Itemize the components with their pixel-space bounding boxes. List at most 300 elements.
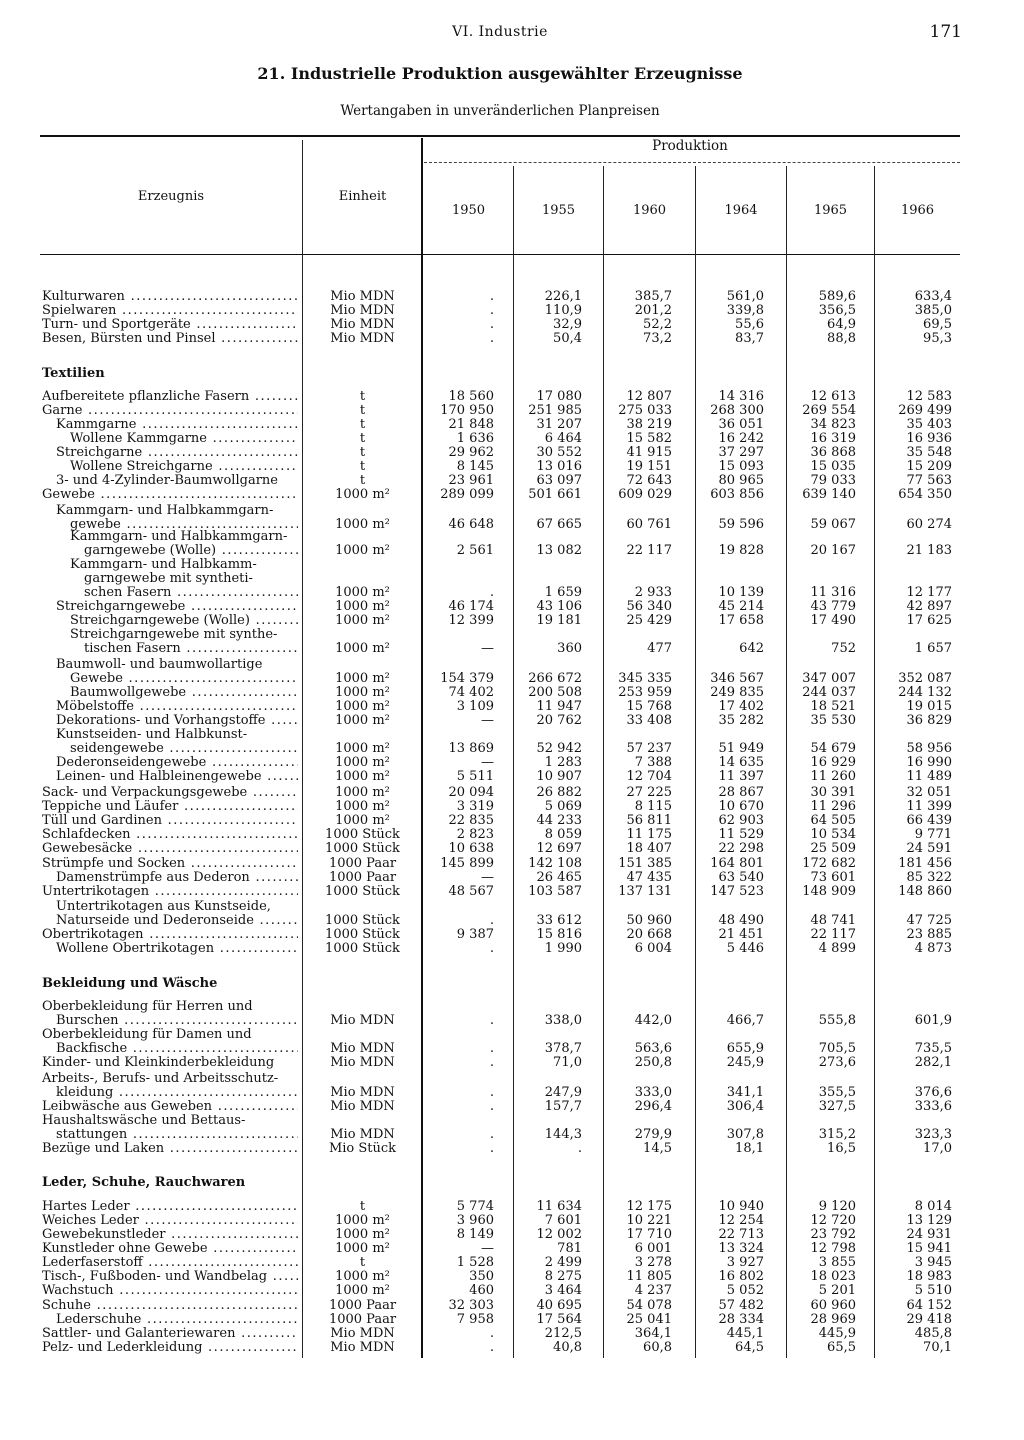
cell-1950: 1 528 [456,1255,494,1270]
row-unit: 1000 Stück [325,841,400,856]
cell-1965: 327,5 [818,1099,856,1114]
section-heading: Textilien [42,366,105,381]
cell-1950: 20 094 [448,785,494,800]
cell-1965: 4 899 [818,941,856,956]
cell-1955: 32,9 [553,317,582,332]
cell-1966: 85 322 [906,870,952,885]
row-label-text: Backfische [56,1042,128,1056]
cell-1960: 33 408 [626,713,672,728]
row-label [84,586,298,600]
cell-1964: 59 596 [718,517,764,532]
row-label [56,504,298,518]
cell-1964: 14 316 [718,389,764,404]
cell-1966: 323,3 [914,1127,952,1142]
cell-1965: 60 960 [810,1298,856,1313]
row-label [42,786,298,800]
cell-1950: 3 960 [456,1213,494,1228]
production-header: Produktion [652,138,728,154]
cell-1955: 2 499 [544,1255,582,1270]
cell-1950: 46 174 [448,599,494,614]
cell-1965: 10 534 [810,827,856,842]
row-unit: 1000 m² [335,699,390,714]
row-label [56,1086,298,1100]
row-label [56,914,298,928]
row-label-text: Streichgarngewebe mit synthe- [70,628,278,642]
cell-1964: 306,4 [726,1099,764,1114]
row-label [42,1056,298,1070]
cell-1965: 64,9 [827,317,856,332]
cell-1965: 54 679 [810,741,856,756]
row-unit: t [359,1199,366,1214]
row-label [42,1242,298,1256]
cell-1955: 67 665 [536,517,582,532]
cell-1965: 65,5 [827,1340,856,1355]
cell-1965: 11 316 [810,585,856,600]
cell-1950: 23 961 [448,473,494,488]
cell-1955: 266 672 [528,671,582,686]
cell-1966: 654 350 [898,487,952,502]
cell-1960: 12 175 [626,1199,672,1214]
row-label [56,446,298,460]
cell-1960: 201,2 [634,303,672,318]
cell-1960: 3 278 [634,1255,672,1270]
row-label [70,686,298,700]
row-label [42,1142,298,1156]
table-row [0,1270,1024,1284]
cell-1966: 376,6 [914,1085,952,1100]
row-label-text: Untertrikotagen [42,885,150,899]
cell-1965: 36 868 [810,445,856,460]
row-label-text: stattungen [56,1128,128,1142]
row-label-text: Pelz- und Lederkleidung [42,1341,203,1355]
row-label-text: Streichgarngewebe (Wolle) [70,614,250,628]
cell-1950: 154 379 [440,671,494,686]
row-unit: 1000 m² [335,543,390,558]
table-row [0,446,1024,460]
row-label-text: Schlafdecken [42,828,131,842]
table-subtitle: Wertangaben in unveränderlichen Planpreisen [340,103,660,119]
cell-1964: 249 835 [710,685,764,700]
row-label-text: Weiches Leder [42,1214,139,1228]
cell-1965: 30 391 [810,785,856,800]
row-unit: t [359,459,366,474]
cell-1955: 50,4 [553,331,582,346]
row-label [42,1299,298,1313]
cell-1966: 23 885 [906,927,952,942]
row-label-text: Arbeits-, Berufs- und Arbeitsschutz- [42,1072,279,1086]
cell-1950: . [489,1085,494,1100]
row-unit: 1000 Paar [328,1298,397,1313]
row-label [42,1256,298,1270]
row-unit: 1000 Stück [325,941,400,956]
column-header-year-1966: 1966 [900,203,935,218]
cell-1950: 46 648 [448,517,494,532]
cell-1965: 17 490 [810,613,856,628]
cell-1964: 147 523 [710,884,764,899]
row-unit: 1000 m² [335,641,390,656]
row-label [42,318,298,332]
table-row [0,614,1024,628]
cell-1964: 36 051 [718,417,764,432]
cell-1955: 15 816 [536,927,582,942]
cell-1966: 385,0 [914,303,952,318]
row-label-text: Burschen [56,1014,119,1028]
cell-1950: 2 823 [456,827,494,842]
row-unit: Mio MDN [330,1326,395,1341]
cell-1960: 22 117 [626,543,672,558]
row-unit: t [359,445,366,460]
cell-1964: 10 940 [718,1199,764,1214]
cell-1960: 609 029 [618,487,672,502]
row-label-text: Sack- und Verpackungsgewebe [42,786,248,800]
cell-1950: 9 387 [456,927,494,942]
row-label-text: Lederfaserstoff [42,1256,143,1270]
cell-1960: 17 710 [626,1227,672,1242]
cell-1955: 26 882 [536,785,582,800]
cell-1960: 72 643 [626,473,672,488]
page-number: 171 [929,22,962,42]
cell-1964: 19 828 [718,543,764,558]
cell-1965: 20 167 [810,543,856,558]
row-unit: Mio MDN [330,1041,395,1056]
row-unit: 1000 m² [335,1283,390,1298]
table-row [0,488,1024,502]
row-unit: 1000 Stück [325,927,400,942]
table-row [0,642,1024,656]
row-unit: Mio MDN [330,303,395,318]
table-row [0,885,1024,899]
cell-1964: 17 658 [718,613,764,628]
cell-1965: 273,6 [818,1055,856,1070]
row-unit: Mio MDN [330,1055,395,1070]
row-unit: 1000 Stück [325,884,400,899]
cell-1955: 33 612 [536,913,582,928]
cell-1960: 364,1 [634,1326,672,1341]
cell-1960: 296,4 [634,1099,672,1114]
cell-1955: 338,0 [544,1013,582,1028]
cell-1965: 589,6 [818,289,856,304]
table-row [0,1128,1024,1142]
cell-1960: 50 960 [626,913,672,928]
cell-1950: 460 [469,1283,494,1298]
cell-1966: 69,5 [923,317,952,332]
cell-1955: 1 283 [544,755,582,770]
cell-1950: . [489,1340,494,1355]
cell-1965: 43 779 [810,599,856,614]
cell-1966: 633,4 [914,289,952,304]
cell-1960: 7 388 [634,755,672,770]
row-unit: 1000 m² [335,785,390,800]
row-label [56,756,298,770]
section-heading: Bekleidung und Wäsche [42,976,218,991]
row-label [42,1072,298,1086]
cell-1966: 16 936 [906,431,952,446]
cell-1966: 47 725 [906,913,952,928]
cell-1964: 12 254 [718,1213,764,1228]
table-row-continuation [0,558,1024,572]
table-row [0,332,1024,346]
cell-1964: 339,8 [726,303,764,318]
row-label [56,600,298,614]
table-row [0,714,1024,728]
table-row [0,600,1024,614]
cell-1950: — [481,870,494,885]
cell-1964: 80 965 [718,473,764,488]
row-label [70,432,298,446]
table-row [0,586,1024,600]
cell-1964: 10 139 [718,585,764,600]
cell-1964: 18,1 [735,1141,764,1156]
row-unit: Mio MDN [330,1013,395,1028]
row-label-text: Leibwäsche aus Geweben [42,1100,213,1114]
cell-1950: 32 303 [448,1298,494,1313]
cell-1950: . [489,913,494,928]
cell-1955: 6 464 [544,431,582,446]
cell-1955: 8 275 [544,1269,582,1284]
cell-1950: . [489,1141,494,1156]
row-label [42,1327,298,1341]
row-label [84,642,298,656]
table-row [0,742,1024,756]
row-label [56,474,298,488]
row-unit: Mio MDN [330,289,395,304]
table-row [0,1086,1024,1100]
column-header-year-1950: 1950 [451,203,486,218]
cell-1950: 12 399 [448,613,494,628]
cell-1960: 52,2 [643,317,672,332]
row-label-text: Naturseide und Dederonseide [56,914,254,928]
cell-1955: 3 464 [544,1283,582,1298]
row-label [70,460,298,474]
cell-1965: 5 201 [818,1283,856,1298]
table-row [0,544,1024,558]
cell-1950: . [489,585,494,600]
cell-1965: 9 120 [818,1199,856,1214]
row-unit: 1000 m² [335,585,390,600]
cell-1950: 7 958 [456,1312,494,1327]
row-label [42,1341,298,1355]
row-label-text: Wollene Kammgarne [70,432,207,446]
row-unit: t [359,403,366,418]
cell-1964: 603 856 [710,487,764,502]
row-unit: 1000 Stück [325,913,400,928]
cell-1950: 350 [469,1269,494,1284]
table-row [0,290,1024,304]
cell-1950: 22 835 [448,813,494,828]
row-label [56,1128,298,1142]
row-unit: t [359,473,366,488]
cell-1965: 705,5 [818,1041,856,1056]
cell-1966: 352 087 [898,671,952,686]
cell-1965: 555,8 [818,1013,856,1028]
cell-1960: 18 407 [626,841,672,856]
row-label [70,530,298,544]
cell-1960: 151 385 [618,856,672,871]
cell-1966: 15 209 [906,459,952,474]
cell-1950: 170 950 [440,403,494,418]
cell-1964: 51 949 [718,741,764,756]
row-label-text: Wachstuch [42,1284,114,1298]
cell-1965: 315,2 [818,1127,856,1142]
cell-1964: 22 713 [718,1227,764,1242]
row-unit: t [359,1255,366,1270]
cell-1964: 17 402 [718,699,764,714]
column-header-year-1964: 1964 [724,203,758,218]
cell-1960: 41 915 [626,445,672,460]
cell-1964: 16 242 [718,431,764,446]
cell-1965: 16 929 [810,755,856,770]
cell-1964: 10 670 [718,799,764,814]
cell-1964: 561,0 [726,289,764,304]
cell-1966: 333,6 [914,1099,952,1114]
table-row [0,686,1024,700]
table-row [0,770,1024,784]
cell-1955: 251 985 [528,403,582,418]
cell-1950: — [481,755,494,770]
table-row-continuation [0,572,1024,586]
cell-1960: 275 033 [618,403,672,418]
cell-1964: 307,8 [726,1127,764,1142]
table-row [0,672,1024,686]
table-row [0,1313,1024,1327]
cell-1966: 35 403 [906,417,952,432]
cell-1965: 16 319 [810,431,856,446]
cell-1965: 12 613 [810,389,856,404]
row-label-text: Spielwaren [42,304,117,318]
cell-1955: 7 601 [544,1213,582,1228]
cell-1964: 83,7 [735,331,764,346]
cell-1950: 3 109 [456,699,494,714]
table-row [0,814,1024,828]
cell-1950: 29 962 [448,445,494,460]
cell-1950: . [489,1099,494,1114]
row-label-text: Kammgarn- und Halbkamm- [70,558,257,572]
cell-1950: — [481,713,494,728]
row-label-text: Schuhe [42,1299,91,1313]
cell-1950: . [489,1326,494,1341]
cell-1965: 12 720 [810,1213,856,1228]
cell-1955: 31 207 [536,417,582,432]
cell-1964: 164 801 [710,856,764,871]
cell-1964: 5 446 [726,941,764,956]
cell-1955: 200 508 [528,685,582,700]
row-unit: 1000 m² [335,1241,390,1256]
cell-1960: 12 704 [626,769,672,784]
cell-1960: 73,2 [643,331,672,346]
row-label [84,544,298,558]
cell-1964: 55,6 [735,317,764,332]
cell-1960: 6 004 [634,941,672,956]
row-label [42,800,298,814]
cell-1955: 212,5 [544,1326,582,1341]
table-row-continuation [0,504,1024,518]
cell-1960: 56 811 [626,813,672,828]
cell-1960: 137 131 [618,884,672,899]
row-label-text: Tisch-, Fußboden- und Wandbelag [42,1270,268,1284]
row-label [70,558,298,572]
cell-1966: 70,1 [923,1340,952,1355]
cell-1960: 56 340 [626,599,672,614]
row-label [42,290,298,304]
cell-1950: 18 560 [448,389,494,404]
cell-1960: 8 115 [634,799,672,814]
cell-1960: 2 933 [634,585,672,600]
cell-1966: 3 945 [914,1255,952,1270]
cell-1964: 466,7 [726,1013,764,1028]
row-label-text: Dederonseidengewebe [56,756,207,770]
column-header-year-1965: 1965 [813,203,848,218]
row-label [70,672,298,686]
cell-1964: 445,1 [726,1326,764,1341]
row-label-text: Oberbekleidung für Herren und [42,1000,253,1014]
row-unit: Mio Stück [328,1141,397,1156]
cell-1960: 60,8 [643,1340,672,1355]
table-row [0,828,1024,842]
cell-1966: 16 990 [906,755,952,770]
cell-1950: 2 561 [456,543,494,558]
column-header-product: Erzeugnis [137,189,205,204]
row-label [56,871,298,885]
cell-1964: 268 300 [710,403,764,418]
cell-1955: 26 465 [536,870,582,885]
row-label [70,628,298,642]
row-label [42,1200,298,1214]
row-label-text: Kunstseiden- und Halbkunst- [56,728,248,742]
row-label-text: Oberbekleidung für Damen und [42,1028,252,1042]
row-label-text: garngewebe mit syntheti- [84,572,253,586]
row-label [42,1028,298,1042]
row-label [56,1014,298,1028]
cell-1964: 14 635 [718,755,764,770]
cell-1964: 28 867 [718,785,764,800]
row-label-text: Möbelstoffe [56,700,134,714]
row-label [42,488,298,502]
row-label-text: Gewebe [70,672,123,686]
row-label-text: 3- und 4-Zylinder-Baumwollgarne [56,474,278,488]
cell-1950: 21 848 [448,417,494,432]
row-label-text: Untertrikotagen aus Kunstseide, [56,900,271,914]
row-label-text: Bezüge und Laken [42,1142,165,1156]
cell-1950: . [489,317,494,332]
row-unit: Mio MDN [330,317,395,332]
cell-1955: . [577,1141,582,1156]
cell-1966: 735,5 [914,1041,952,1056]
table-row [0,914,1024,928]
cell-1964: 346 567 [710,671,764,686]
table-row-continuation [0,1000,1024,1014]
cell-1966: 95,3 [923,331,952,346]
row-label-text: Gewebe [42,488,95,502]
cell-1960: 477 [647,641,672,656]
row-label [56,658,298,672]
row-unit: 1000 m² [335,813,390,828]
row-label [42,1284,298,1298]
cell-1966: 181 456 [898,856,952,871]
table-row [0,786,1024,800]
cell-1964: 64,5 [735,1340,764,1355]
cell-1965: 73 601 [810,870,856,885]
row-unit: 1000 m² [335,713,390,728]
table-row-continuation [0,1114,1024,1128]
row-label-text: Hartes Leder [42,1200,130,1214]
row-label [42,304,298,318]
row-unit: 1000 m² [335,755,390,770]
cell-1950: 5 774 [456,1199,494,1214]
cell-1966: 24 931 [906,1227,952,1242]
row-label-text: Strümpfe und Socken [42,857,186,871]
cell-1955: 17 564 [536,1312,582,1327]
table-row [0,857,1024,871]
